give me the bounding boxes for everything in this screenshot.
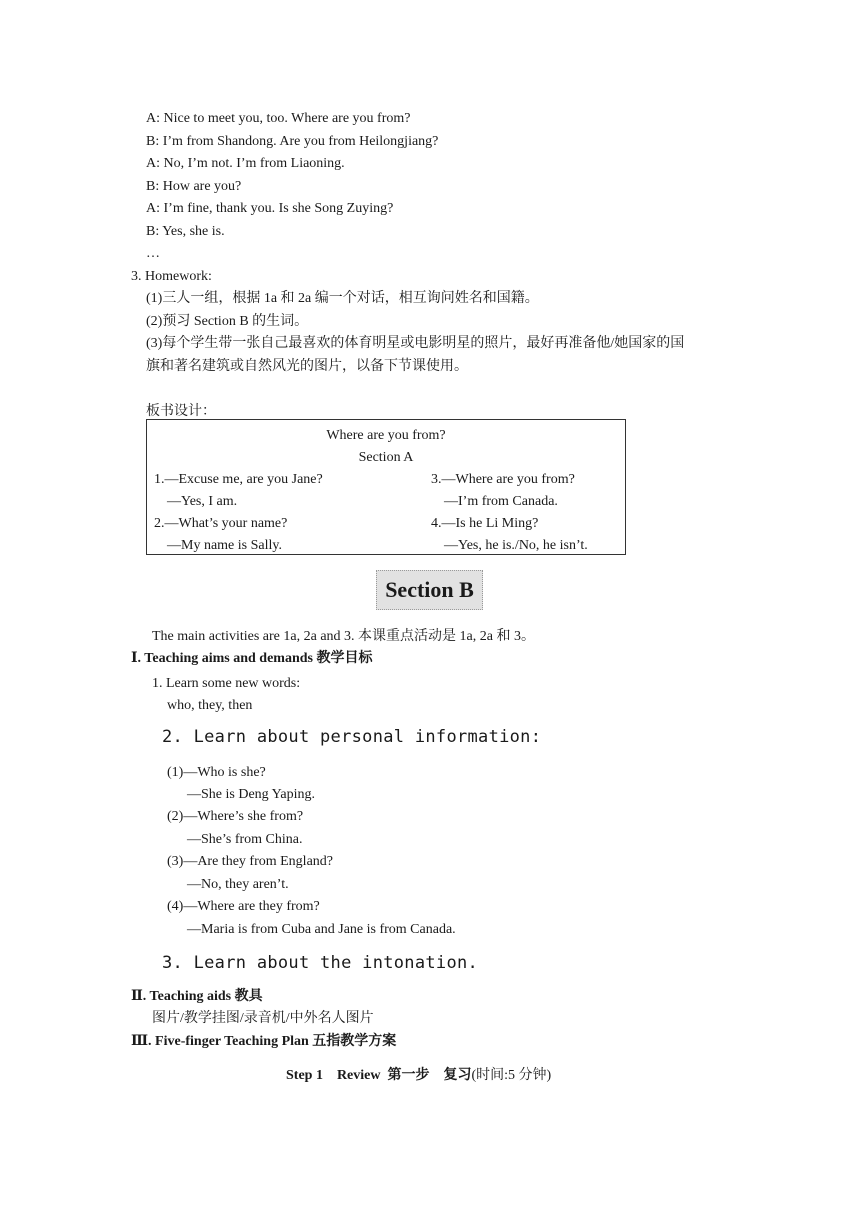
step-1-time: (时间:5 分钟) [471, 1068, 552, 1083]
dialogue-line: A: I’m fine, thank you. Is she Song Zuying? [146, 201, 394, 216]
aim-2-item: (4)—Where are they from? [167, 899, 320, 914]
aim-1: 1. Learn some new words: [152, 676, 301, 691]
step-1-label: Step 1 Review 第一步 复习 [286, 1068, 472, 1083]
aim-2-item: (2)—Where’s she from? [167, 809, 304, 824]
dialogue-ellipsis: … [146, 246, 160, 261]
dialogue-line: B: How are you? [146, 179, 242, 194]
aids-text: 图片/教学挂图/录音机/中外名人图片 [152, 1011, 374, 1026]
board-right-line: —I’m from Canada. [444, 494, 558, 509]
aids-heading: Ⅱ. Teaching aids 教具 [131, 989, 263, 1004]
board-title: Where are you from? [326, 428, 446, 443]
homework-item: 旗和著名建筑或自然风光的图片，以备下节课使用。 [146, 359, 468, 374]
board-right-line: 4.—Is he Li Ming? [431, 516, 539, 531]
aim-2-item: —No, they aren’t. [187, 877, 289, 892]
aims-heading: Ⅰ. Teaching aims and demands 教学目标 [131, 651, 373, 666]
step-1-line [286, 1067, 551, 1085]
aim-2-item: —She’s from China. [187, 832, 303, 847]
dialogue-line: A: No, I’m not. I’m from Liaoning. [146, 156, 345, 171]
dialogue-line: B: I’m from Shandong. Are you from Heilongjiang? [146, 134, 439, 149]
board-left-line: —Yes, I am. [167, 494, 238, 509]
section-b-heading: Section B [376, 570, 483, 610]
board-right-line: 3.—Where are you from? [431, 472, 575, 487]
board-caption: 板书设计： [146, 404, 216, 419]
aim-3: 3. Learn about the intonation. [162, 953, 479, 973]
aim-2-item: (3)—Are they from England? [167, 854, 333, 869]
homework-item: (3)每个学生带一张自己最喜欢的体育明星或电影明星的照片，最好再准备他/她国家的国 [146, 336, 685, 351]
board-left-line: 2.—What’s your name? [154, 516, 288, 531]
board-left-line: —My name is Sally. [167, 538, 282, 553]
aim-2-item: (1)—Who is she? [167, 765, 266, 780]
aim-2-item: —Maria is from Cuba and Jane is from Canada. [187, 922, 456, 937]
section-b-intro: The main activities are 1a, 2a and 3. 本课重点活动是 1a, 2a 和 3。 [152, 629, 535, 644]
aim-1-words: who, they, then [167, 698, 253, 713]
board-design-box [146, 419, 626, 555]
dialogue-line: A: Nice to meet you, too. Where are you from? [146, 111, 411, 126]
homework-item: (1)三人一组，根据 1a 和 2a 编一个对话，相互询问姓名和国籍。 [146, 291, 539, 306]
board-right-line: —Yes, he is./No, he isn’t. [444, 538, 588, 553]
board-left-line: 1.—Excuse me, are you Jane? [154, 472, 323, 487]
dialogue-line: B: Yes, she is. [146, 224, 225, 239]
aim-2-item: —She is Deng Yaping. [187, 787, 315, 802]
homework-item: (2)预习 Section B 的生词。 [146, 314, 309, 329]
plan-heading: Ⅲ. Five-finger Teaching Plan 五指教学方案 [131, 1034, 397, 1049]
board-subtitle: Section A [358, 450, 414, 465]
homework-heading: 3. Homework: [131, 269, 212, 284]
aim-2: 2. Learn about personal information: [162, 727, 542, 747]
